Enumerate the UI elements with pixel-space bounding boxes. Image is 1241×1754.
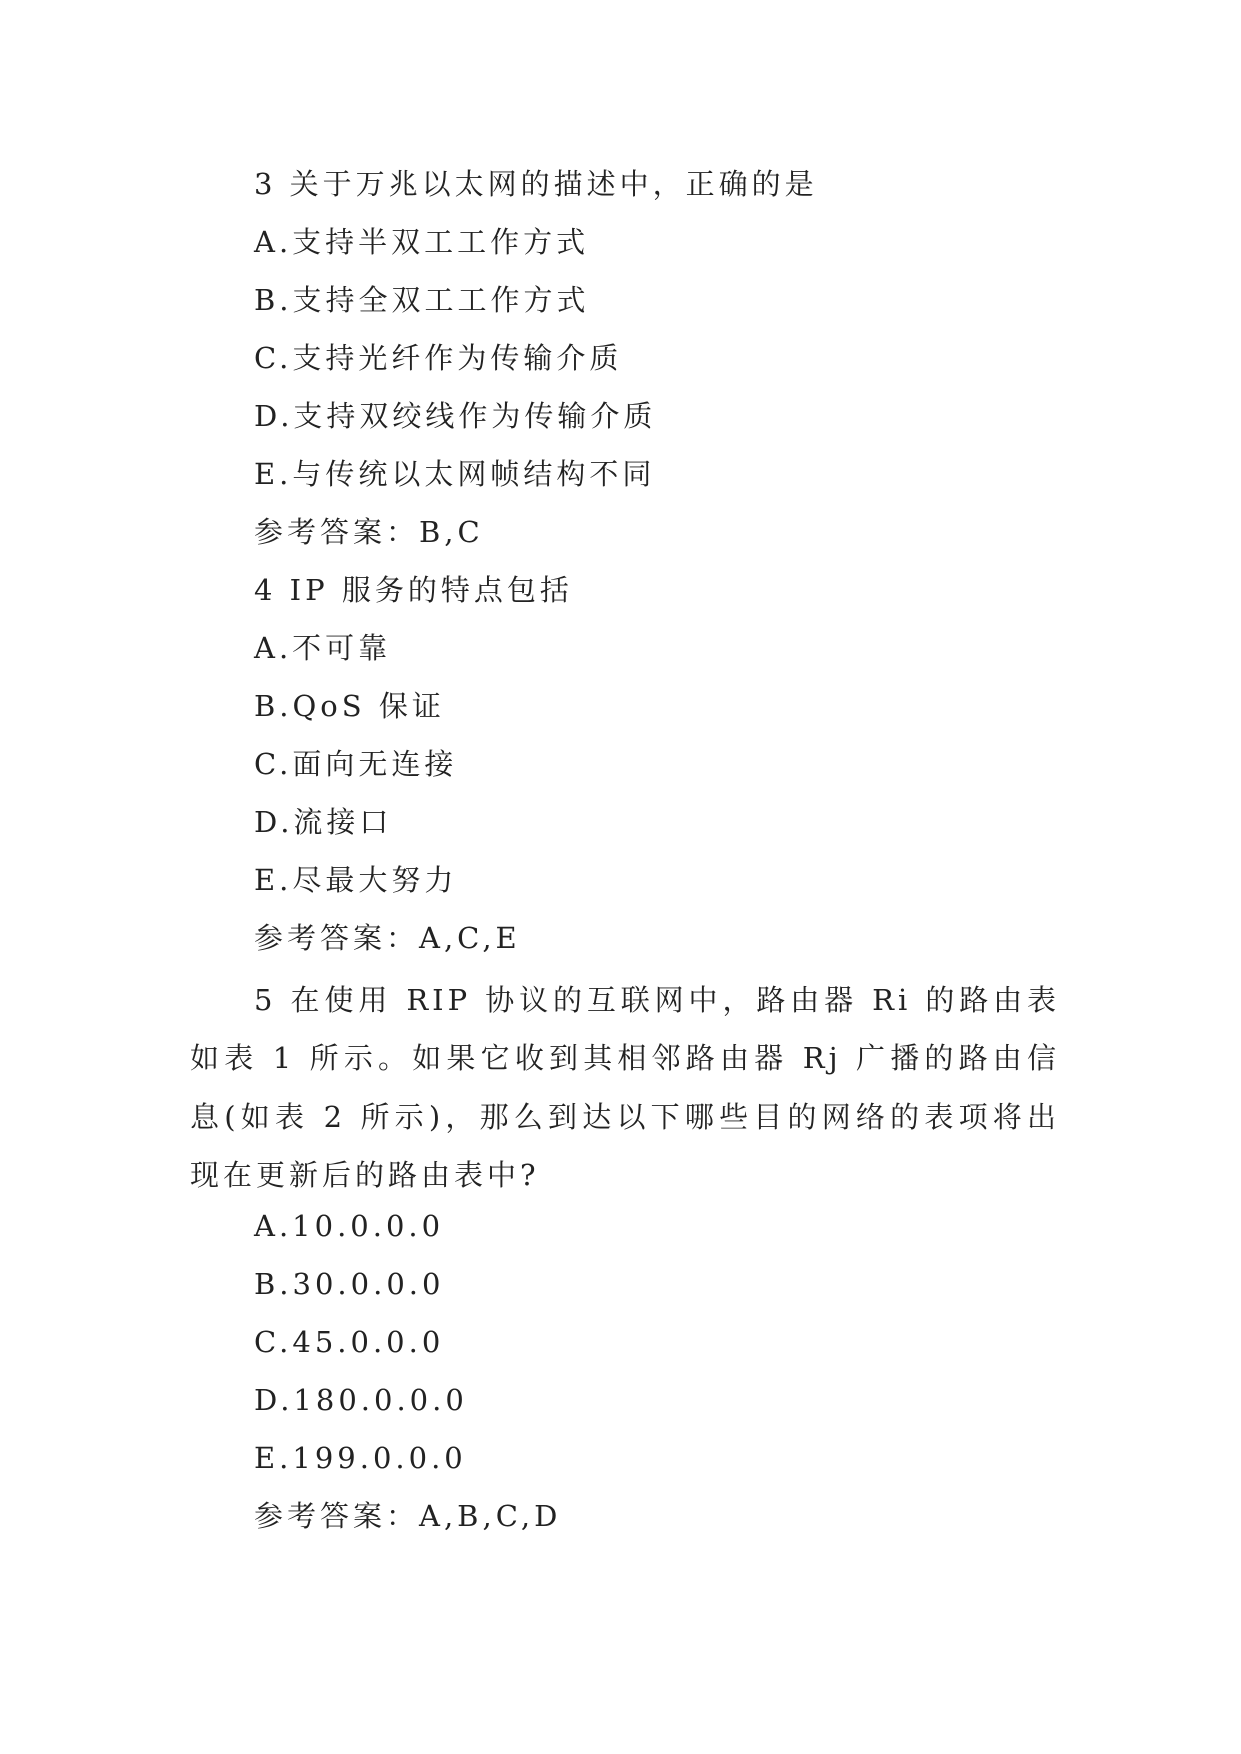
- question-5-answer: 参考答案：A,B,C,D: [254, 1499, 562, 1533]
- question-5-stem: 5 在使用 RIP 协议的互联网中，路由器 Ri 的路由表如表 1 所示。如果它收到其相邻路由器 Rj 广播的路由信息(如表 2 所示)，那么到达以下哪些目的网络的表项将出现在更新后的路由表中?: [190, 983, 1060, 1193]
- question-4-option-c: C.面向无连接: [254, 747, 458, 781]
- question-5-option-e: E.199.0.0.0: [254, 1441, 467, 1475]
- question-3-option-c: C.支持光纤作为传输介质: [254, 341, 623, 375]
- question-4-option-e: E.尽最大努力: [254, 863, 458, 897]
- question-4-option-d: D.流接口: [254, 805, 393, 839]
- question-3-option-e: E.与传统以太网帧结构不同: [254, 457, 656, 491]
- question-5-option-c: C.45.0.0.0: [254, 1325, 445, 1359]
- question-3-stem: 3 关于万兆以太网的描述中，正确的是: [254, 167, 818, 201]
- question-4-option-a: A.不可靠: [254, 631, 392, 665]
- question-3-answer: 参考答案：B,C: [254, 515, 484, 549]
- question-3-option-d: D.支持双绞线作为传输介质: [254, 399, 657, 433]
- question-4-stem: 4 IP 服务的特点包括: [254, 573, 573, 607]
- question-5-option-a: A.10.0.0.0: [254, 1209, 445, 1243]
- question-5-option-b: B.30.0.0.0: [254, 1267, 445, 1301]
- question-4-answer: 参考答案：A,C,E: [254, 921, 521, 955]
- question-5-option-d: D.180.0.0.0: [254, 1383, 468, 1417]
- question-3-option-b: B.支持全双工工作方式: [254, 283, 590, 317]
- question-3-option-a: A.支持半双工工作方式: [254, 225, 590, 259]
- question-4-option-b: B.QoS 保证: [254, 689, 445, 723]
